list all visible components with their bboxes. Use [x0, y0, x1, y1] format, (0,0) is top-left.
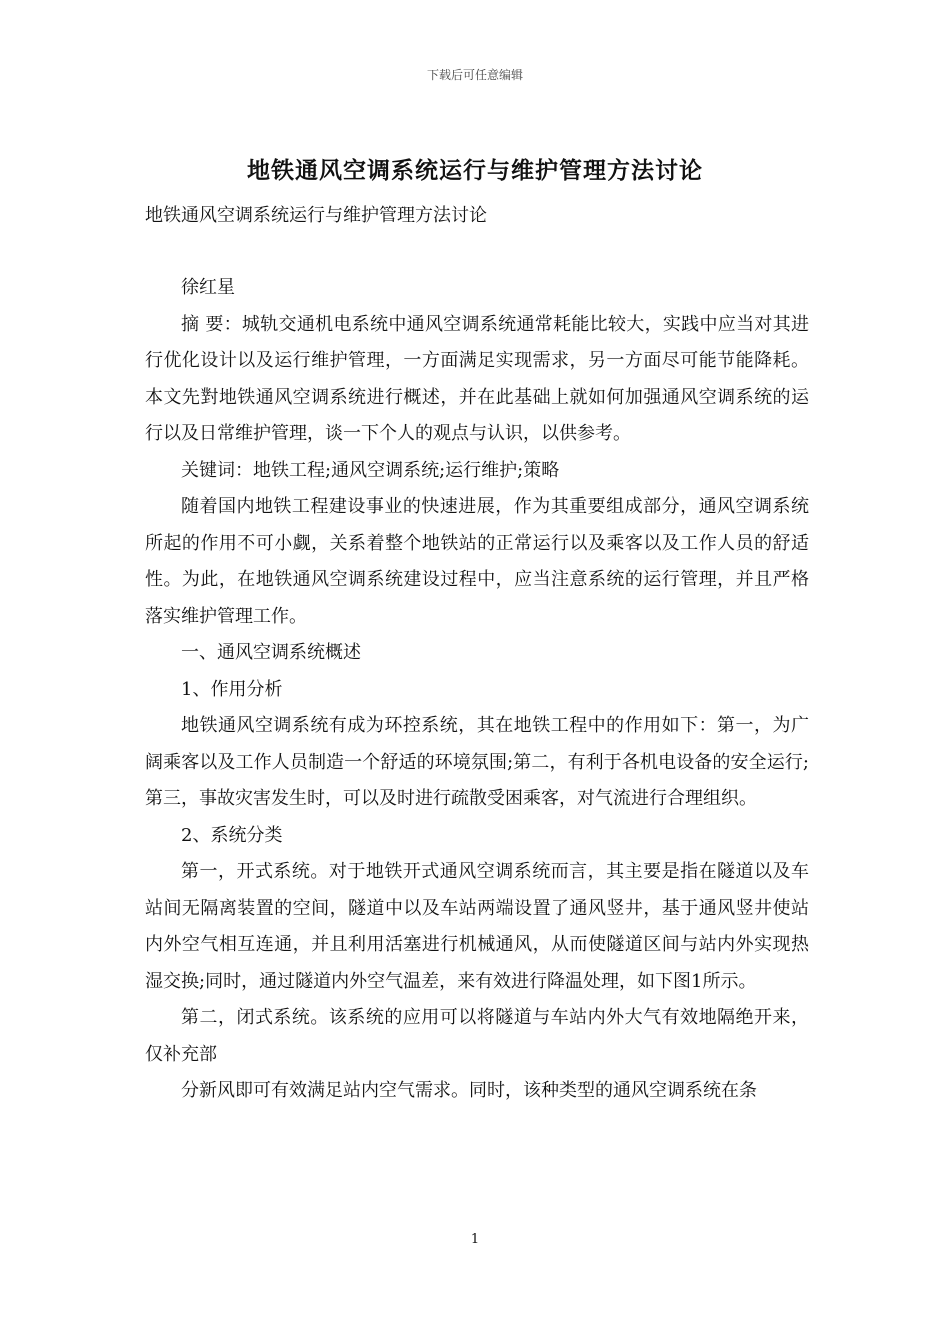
subsection-heading: 1、作用分析	[181, 678, 283, 700]
body-paragraph: 地铁通风空调系统有成为环控系统，其在地铁工程中的作用如下：第一，为广阔乘客以及工作人员制造一个舒适的环境氛围;第二，有利于各机电设备的安全运行;第三，事故灾害发生时，可以及时进行疏散受困乘客，对气流进行合理组织。	[145, 715, 809, 809]
body-paragraph: 随着国内地铁工程建设事业的快速进展，作为其重要组成部分，通风空调系统所起的作用不可小觑，关系着整个地铁站的正常运行以及乘客以及工作人员的舒适性。为此，在地铁通风空调系统建设过程中，应当注意系统的运行管理，并且严格落实维护管理工作。	[145, 496, 809, 627]
section-heading: 一、通风空调系统概述	[181, 642, 361, 663]
page-header: 下载后可任意编辑	[426, 68, 523, 82]
subsection-heading: 2、系统分类	[181, 824, 283, 846]
body-paragraph: 第一，开式系统。对于地铁开式通风空调系统而言，其主要是指在隧道以及车站间无隔离装置的空间，隧道中以及车站两端设置了通风竖井，基于通风竖井使站内外空气相互连通，并且利用活塞进行机械通风，从而使隧道区间与站内外实现热湿交换;同时，通过隧道内外空气温差，来有效进行降温处理，如下图1所示。	[145, 861, 809, 992]
page-number: 1	[470, 1232, 480, 1247]
abstract-paragraph: 摘 要：城轨交通机电系统中通风空调系统通常耗能比较大，实践中应当对其进行优化设计以及运行维护管理，一方面满足实现需求，另一方面尽可能节能降耗。本文先對地铁通风空调系统进行概述，并在此基础上就如何加强通风空调系统的运行以及日常维护管理，谈一下个人的观点与认识，以供参考。	[145, 313, 809, 444]
author-name: 徐红星	[181, 277, 235, 298]
document-title: 地铁通风空调系统运行与维护管理方法讨论	[247, 157, 703, 184]
document-body	[145, 270, 809, 1110]
body-paragraph: 分新风即可有效满足站内空气需求。同时，该种类型的通风空调系统在条	[181, 1080, 757, 1101]
body-paragraph: 第二，闭式系统。该系统的应用可以将隧道与车站内外大气有效地隔绝开来，仅补充部	[145, 1007, 809, 1065]
keywords-paragraph: 关键词：地铁工程;通风空调系统;运行维护;策略	[181, 459, 560, 481]
document-subtitle: 地铁通风空调系统运行与维护管理方法讨论	[145, 205, 487, 226]
